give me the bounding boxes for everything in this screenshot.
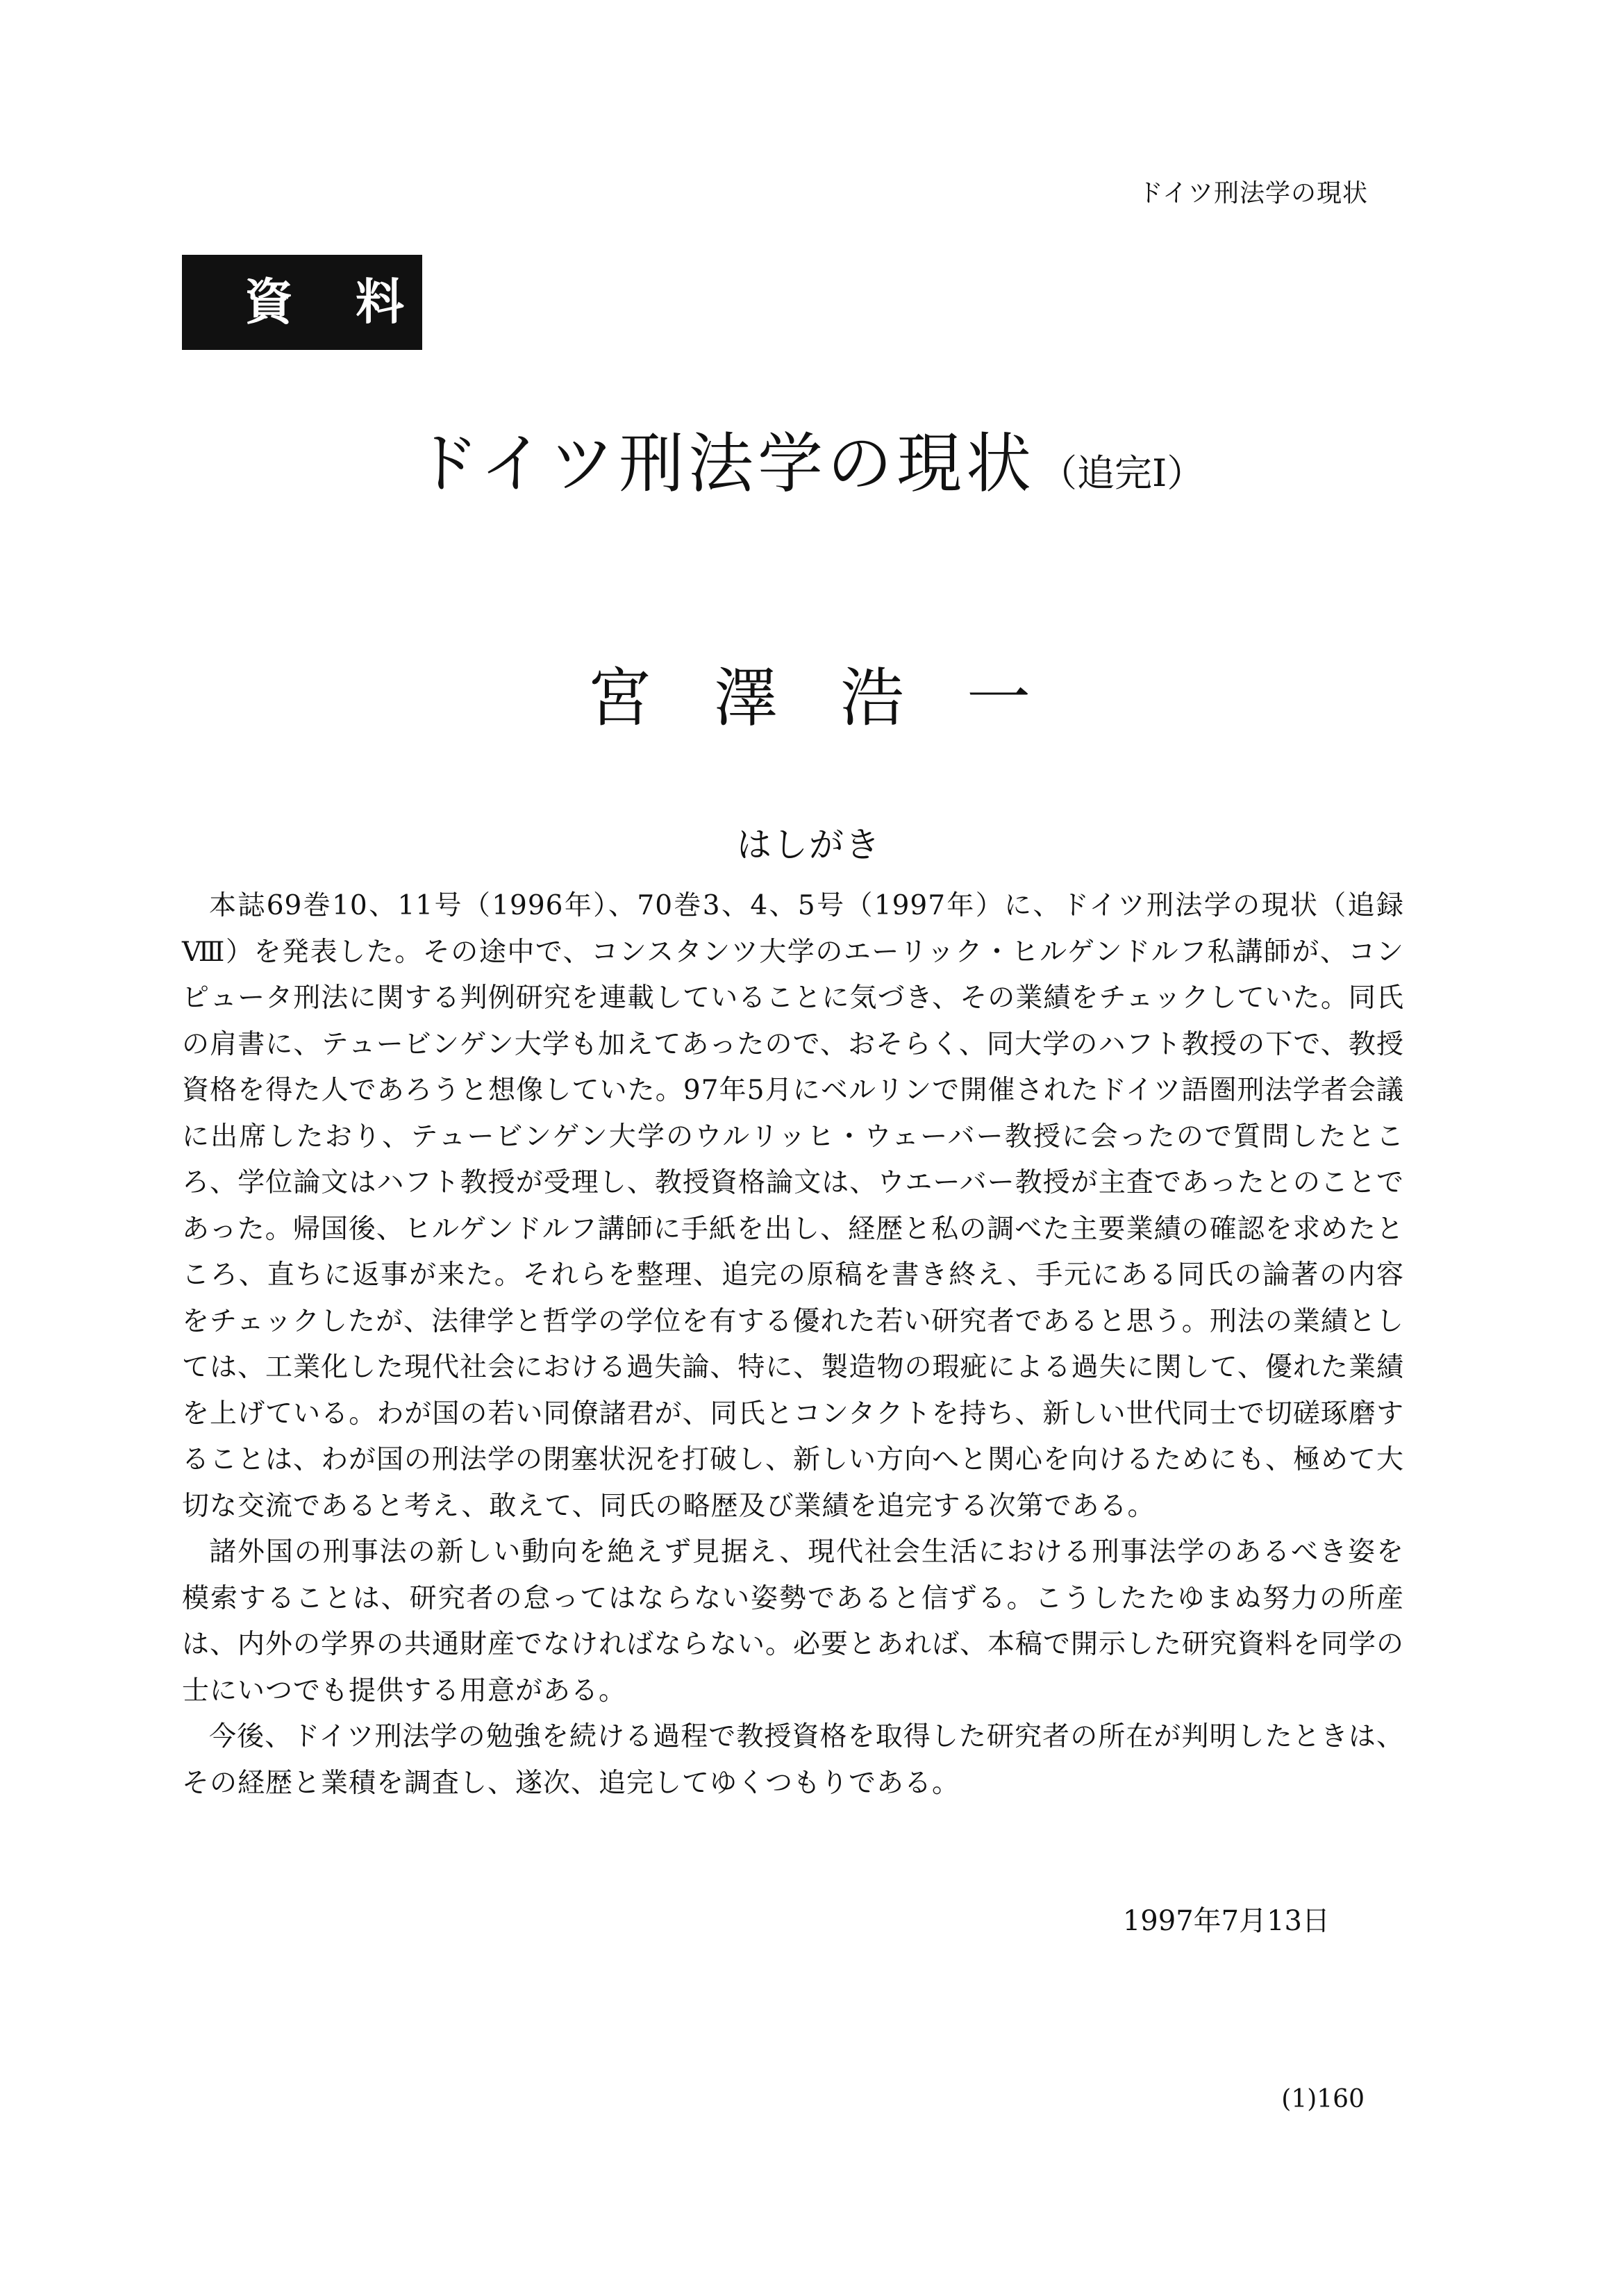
page-number: (1)160 — [1281, 2085, 1365, 2113]
paragraph: 諸外国の刑事法の新しい動向を絶えず見据え、現代社会生活における刑事法学のあるべき姿を模索することは、研究者の怠ってはならない姿勢であると信ずる。こうしたたゆまぬ努力の所産は、内外の学界の共通財産でなければならない。必要とあれば、本稿で開示した研究資料を同学の士にいつでも提供する用意がある。 — [182, 1536, 1405, 1707]
date: 1997年7月13日 — [1122, 1905, 1330, 1937]
section-label: 資料 — [182, 255, 422, 350]
paragraph: 本誌69巻10、11号（1996年）、70巻3、4、5号（1997年）に、ドイツ刑法学の現状（追録Ⅷ）を発表した。その途中で、コンスタンツ大学のエーリック・ヒルゲンドルフ私講師が、コンピュータ刑法に関する判例研究を連載していることに気づき、その業績をチェックしていた。同氏の肩書に、テュービンゲン大学も加えてあったので、おそらく、同大学のハフト教授の下で、教授資格を得た人であろうと想像していた。97年5月にベルリンで開催されたドイツ語圏刑法学者会議に出席したおり、テュービンゲン大学のウルリッヒ・ウェーバー教授に会ったので質問したところ、学位論文はハフト教授が受理し、教授資格論文は、ウエーバー教授が主査であったとのことであった。帰国後、ヒルゲンドルフ講師に手紙を出し、経歴と私の調べた主要業績の確認を求めたところ、直ちに返事が来た。それらを整理、追完の原稿を書き終え、手元にある同氏の論著の内容をチェックしたが、法律学と哲学の学位を有する優れた若い研究者であると思う。刑法の業績としては、工業化した現代社会における過失論、特に、製造物の瑕疵による過失に関して、優れた業績を上げている。わが国の若い同僚諸君が、同氏とコンタクトを持ち、新しい世代同士で切磋琢磨することは、わが国の刑法学の閉塞状況を打破し、新しい方向へと関心を向けるためにも、極めて大切な交流であると考え、敢えて、同氏の略歴及び業績を追完する次第である。 — [182, 890, 1405, 1522]
paragraph: 今後、ドイツ刑法学の勉強を続ける過程で教授資格を取得した研究者の所在が判明したときは、その経歴と業積を調査し、遂次、追完してゆくつもりである。 — [182, 1721, 1404, 1799]
author-name: 宮澤浩一 — [587, 661, 1093, 735]
article-title — [0, 411, 1618, 505]
title-main: ドイツ刑法学の現状 — [413, 426, 1035, 502]
running-header: ドイツ刑法学の現状 — [1137, 179, 1368, 208]
section-heading: はしがき — [737, 825, 881, 865]
body-text — [182, 883, 1404, 1807]
title-sub: （追完Ⅰ） — [1039, 451, 1205, 495]
